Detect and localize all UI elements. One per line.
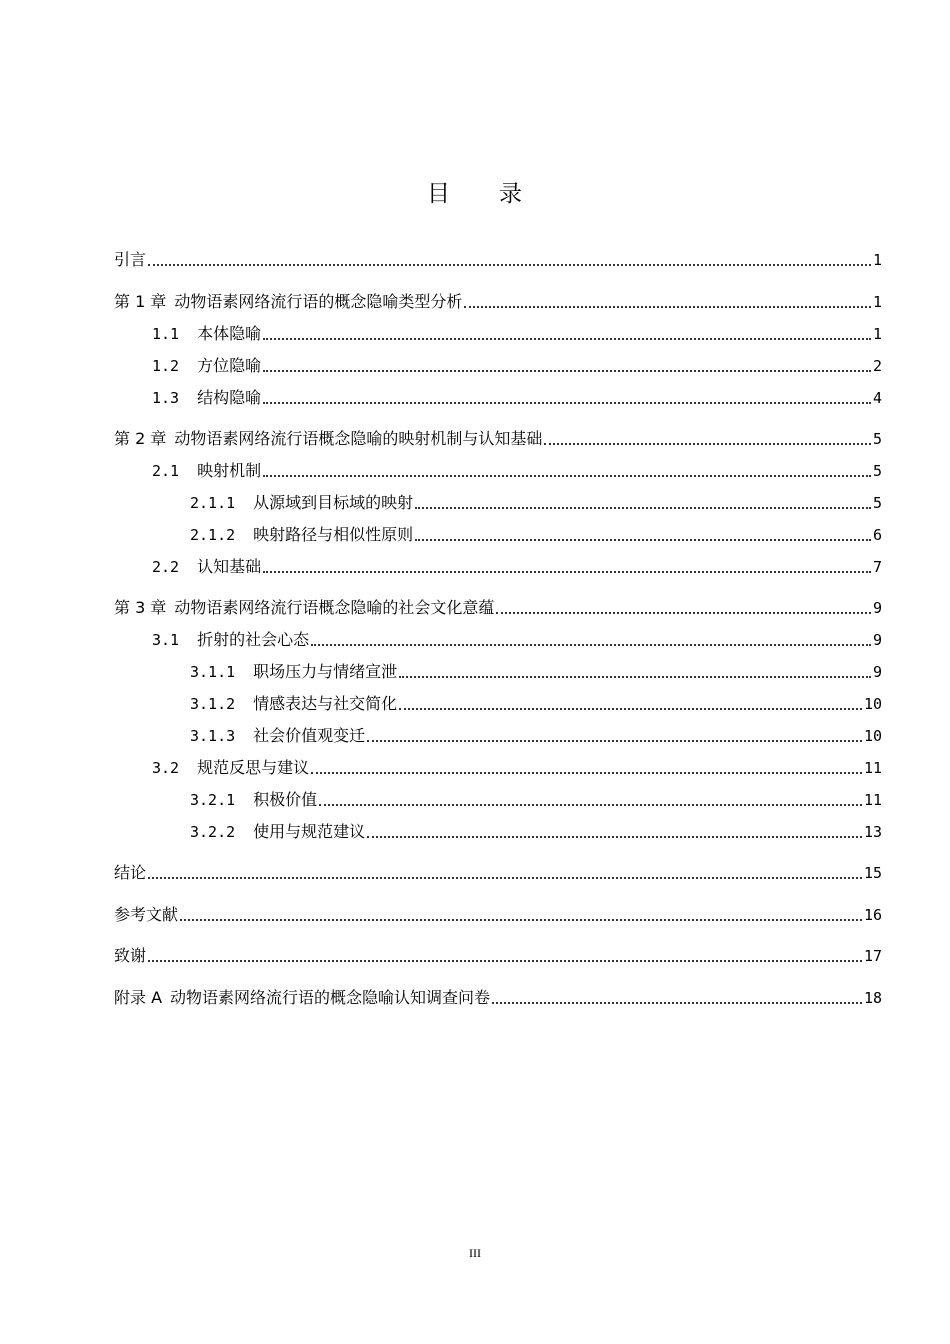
toc-entry-page: 10 — [863, 727, 882, 745]
toc-entry-label: 结论 — [114, 863, 147, 882]
toc-entry-label: 引言 — [114, 250, 147, 269]
toc-entry-chapter-1[interactable] — [114, 290, 882, 314]
toc-entry-number: 3.2.1 — [190, 791, 236, 809]
page-title — [0, 178, 950, 210]
dot-leader — [311, 644, 871, 646]
dot-leader — [367, 740, 862, 742]
toc-entry-label: 情感表达与社交简化 — [253, 694, 398, 713]
dot-leader — [311, 772, 862, 774]
dot-leader — [492, 1002, 862, 1004]
toc-entry-page: 13 — [863, 823, 882, 841]
toc-entry-number: 2.1.2 — [190, 526, 236, 544]
toc-entry-number: 第 2 章 — [114, 429, 167, 448]
page-title-char-2: 录 — [499, 181, 523, 207]
dot-leader — [399, 676, 871, 678]
dot-leader — [180, 919, 862, 921]
toc-entry-subsection-2-1-2[interactable] — [190, 523, 882, 547]
dot-leader — [263, 402, 871, 404]
toc-entry-label: 动物语素网络流行语概念隐喻的社会文化意蕴 — [174, 598, 495, 617]
dot-leader — [415, 507, 871, 509]
toc-entry-label: 动物语素网络流行语的概念隐喻类型分析 — [174, 292, 463, 311]
dot-leader — [496, 612, 871, 614]
toc-entry-number: 3.1.2 — [190, 695, 236, 713]
toc-entry-number: 1.2 — [152, 357, 180, 375]
toc-entry-subsection-3-1-3[interactable] — [190, 724, 882, 748]
toc-entry-page: 4 — [872, 389, 882, 407]
toc-entry-number: 第 1 章 — [114, 292, 167, 311]
toc-entry-page: 1 — [872, 293, 882, 311]
toc-entry-label: 规范反思与建议 — [197, 758, 310, 777]
toc-entry-number: 3.1 — [152, 631, 180, 649]
toc-entry-subsection-3-1-2[interactable] — [190, 692, 882, 716]
toc-entry-label: 致谢 — [114, 946, 147, 965]
toc-entry-section-2-1[interactable] — [152, 459, 882, 483]
toc-entry-acknowledgements[interactable] — [114, 944, 882, 968]
toc-entry-page: 10 — [863, 695, 882, 713]
toc-entry-section-1-3[interactable] — [152, 386, 882, 410]
toc-entry-number: 1.3 — [152, 389, 180, 407]
dot-leader — [367, 836, 862, 838]
dot-leader — [148, 960, 862, 962]
toc-entry-introduction[interactable] — [114, 248, 882, 272]
dot-leader — [415, 539, 871, 541]
toc-entry-section-1-1[interactable] — [152, 322, 882, 346]
toc-entry-number: 附录 A — [114, 988, 163, 1007]
toc-entry-page: 11 — [863, 759, 882, 777]
dot-leader — [399, 708, 862, 710]
toc-entry-chapter-2[interactable] — [114, 427, 882, 451]
toc-entry-label: 动物语素网络流行语的概念隐喻认知调查问卷 — [170, 988, 491, 1007]
toc-entry-label: 结构隐喻 — [197, 388, 262, 407]
dot-leader — [263, 571, 871, 573]
toc-entry-page: 11 — [863, 791, 882, 809]
toc-entry-label: 动物语素网络流行语概念隐喻的映射机制与认知基础 — [174, 429, 543, 448]
toc-entry-number: 第 3 章 — [114, 598, 167, 617]
toc-entry-number: 3.2 — [152, 759, 180, 777]
toc-entry-label: 参考文献 — [114, 905, 179, 924]
toc-entry-subsection-3-2-2[interactable] — [190, 820, 882, 844]
toc-entry-page: 6 — [872, 526, 882, 544]
toc-entry-number: 3.2.2 — [190, 823, 236, 841]
dot-leader — [464, 306, 871, 308]
toc-entry-number: 2.2 — [152, 558, 180, 576]
toc-entry-page: 5 — [872, 462, 882, 480]
toc-entry-label: 使用与规范建议 — [253, 822, 366, 841]
toc-entry-label: 职场压力与情绪宣泄 — [253, 662, 398, 681]
toc-entry-label: 认知基础 — [197, 557, 262, 576]
toc-entry-subsection-3-1-1[interactable] — [190, 660, 882, 684]
toc-entry-chapter-3[interactable] — [114, 596, 882, 620]
dot-leader — [263, 370, 871, 372]
page-title-char-1: 目 — [427, 181, 451, 207]
page-number: III — [469, 1246, 481, 1260]
toc-entry-references[interactable] — [114, 903, 882, 927]
toc-entry-label: 积极价值 — [253, 790, 318, 809]
toc-entry-section-3-2[interactable] — [152, 756, 882, 780]
dot-leader — [148, 877, 862, 879]
toc-entry-page: 9 — [872, 663, 882, 681]
dot-leader — [544, 443, 871, 445]
toc-entry-page: 1 — [872, 325, 882, 343]
toc-entry-label: 折射的社会心态 — [197, 630, 310, 649]
toc-entry-label: 本体隐喻 — [197, 324, 262, 343]
toc-entry-page: 2 — [872, 357, 882, 375]
dot-leader — [263, 338, 871, 340]
toc-entry-subsection-2-1-1[interactable] — [190, 491, 882, 515]
dot-leader — [263, 475, 871, 477]
toc-entry-page: 7 — [872, 558, 882, 576]
toc-entry-page: 5 — [872, 494, 882, 512]
toc-entry-number: 3.1.1 — [190, 663, 236, 681]
toc-entry-page: 9 — [872, 599, 882, 617]
toc-entry-subsection-3-2-1[interactable] — [190, 788, 882, 812]
toc-entry-label: 社会价值观变迁 — [253, 726, 366, 745]
dot-leader — [148, 264, 871, 266]
toc-entry-page: 1 — [872, 251, 882, 269]
dot-leader — [319, 804, 862, 806]
toc-entry-page: 9 — [872, 631, 882, 649]
toc-entry-page: 5 — [872, 430, 882, 448]
toc-entry-number: 2.1.1 — [190, 494, 236, 512]
toc-entry-section-3-1[interactable] — [152, 628, 882, 652]
toc-entry-page: 18 — [863, 989, 882, 1007]
toc-entry-page: 15 — [863, 864, 882, 882]
toc-entry-label: 映射路径与相似性原则 — [253, 525, 414, 544]
toc-entry-label: 映射机制 — [197, 461, 262, 480]
toc-entry-conclusion[interactable] — [114, 861, 882, 885]
toc-entry-page: 16 — [863, 906, 882, 924]
toc-entry-number: 1.1 — [152, 325, 180, 343]
toc-entry-section-2-2[interactable] — [152, 555, 882, 579]
toc-entry-label: 从源域到目标域的映射 — [253, 493, 414, 512]
toc-entry-appendix-a[interactable] — [114, 986, 882, 1010]
toc-entry-section-1-2[interactable] — [152, 354, 882, 378]
toc-entry-number: 3.1.3 — [190, 727, 236, 745]
toc-entry-label: 方位隐喻 — [197, 356, 262, 375]
toc-entry-number: 2.1 — [152, 462, 180, 480]
toc-entry-page: 17 — [863, 947, 882, 965]
